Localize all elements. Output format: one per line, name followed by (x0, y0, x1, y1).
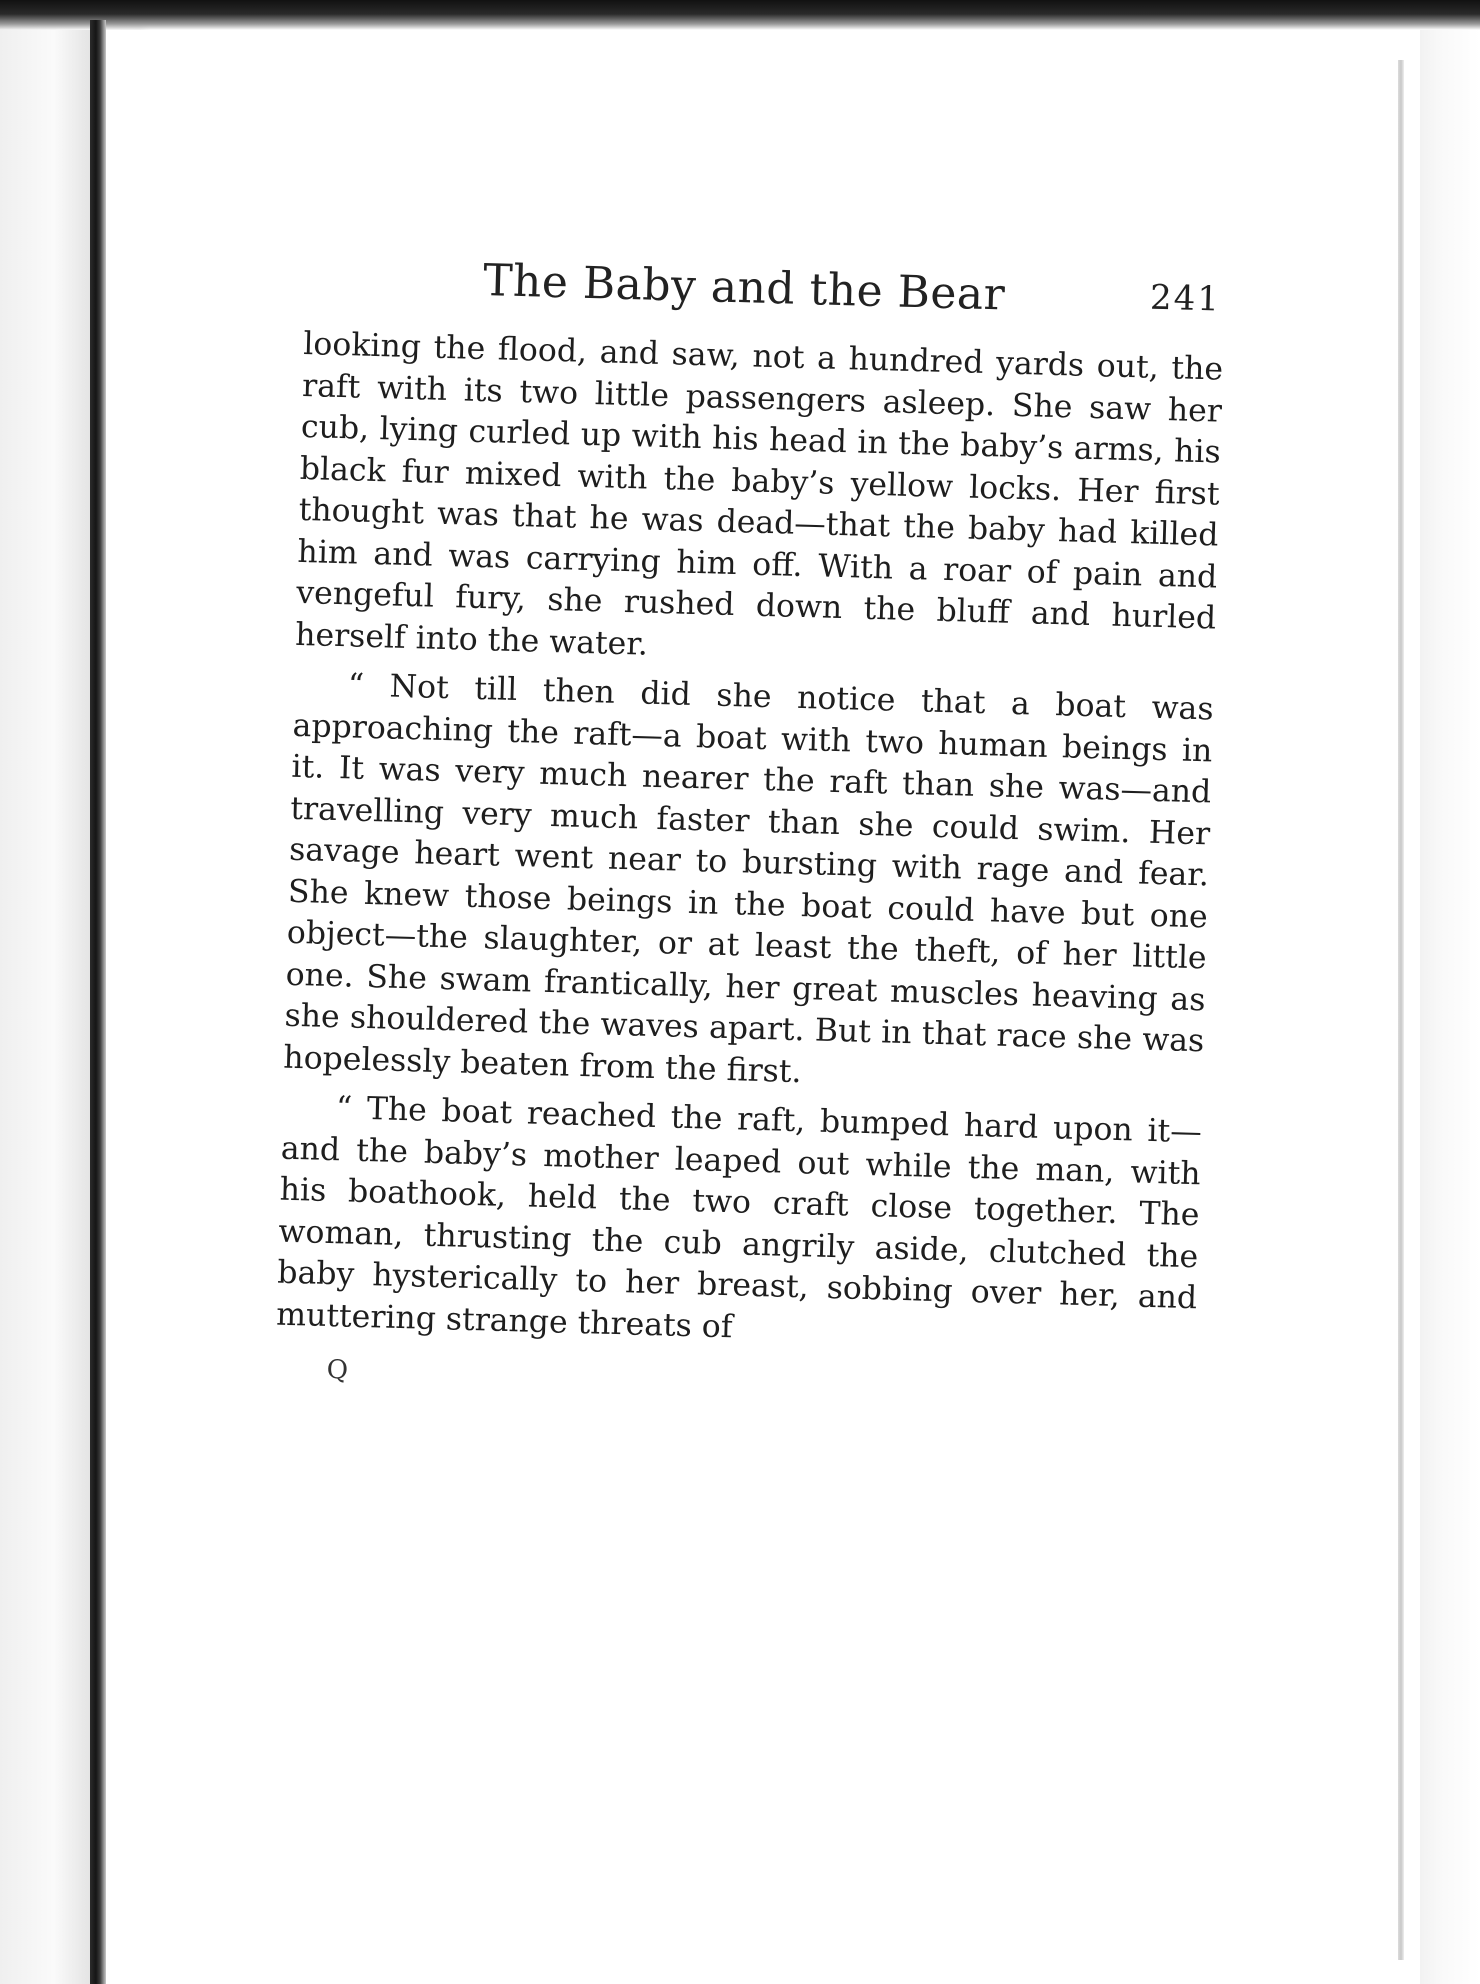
paragraph-2: “ Not till then did she notice that a boat was approaching the raft—a boat with two human beings in it. It was very much nearer the raft than she was—and travelling very much faster than she could swim. Her savage heart went near to bursting with rage and fear. She knew those beings in the boat could have but one object—the slaughter, or at least the theft, of her little one. She swam frantically, her great muscles heaving as she shouldered the waves apart. But in that race she was hopelessly beaten from the first. (282, 667, 1215, 1090)
page-number: 241 (1149, 277, 1222, 320)
paragraph-3: “ The boat reached the raft, bumped hard upon it—and the baby’s mother leaped out while the man, with his boathook, held the two craft close together. The woman, thrusting the cub angrily aside, clutched the baby hysterically to her breast, sobbing over her, and muttering strange threats of (275, 1090, 1203, 1345)
facing-page-edge (0, 30, 90, 1984)
paragraph-1: looking the flood, and saw, not a hundred yards out, the raft with its two little passengers asleep. She saw her cub, lying curled up with his head in the baby’s arms, his black fur mixed with the baby’s yellow locks. Her first thought was that he was dead—that the baby had killed him and was carrying him off. With a roar of pain and vengeful fury, she rushed down the bluff and hurled herself into the water. (294, 325, 1224, 663)
right-page-edge (1420, 30, 1480, 1984)
body-text (276, 324, 1224, 1361)
running-title: The Baby and the Bear (482, 254, 1006, 321)
signature-mark: Q (326, 1355, 349, 1386)
page-edge-shadow (1398, 60, 1404, 1960)
book-page (106, 30, 1398, 1984)
page-text-block (275, 250, 1226, 1386)
top-shadow (0, 0, 1480, 30)
book-spine-shadow (90, 20, 106, 1984)
